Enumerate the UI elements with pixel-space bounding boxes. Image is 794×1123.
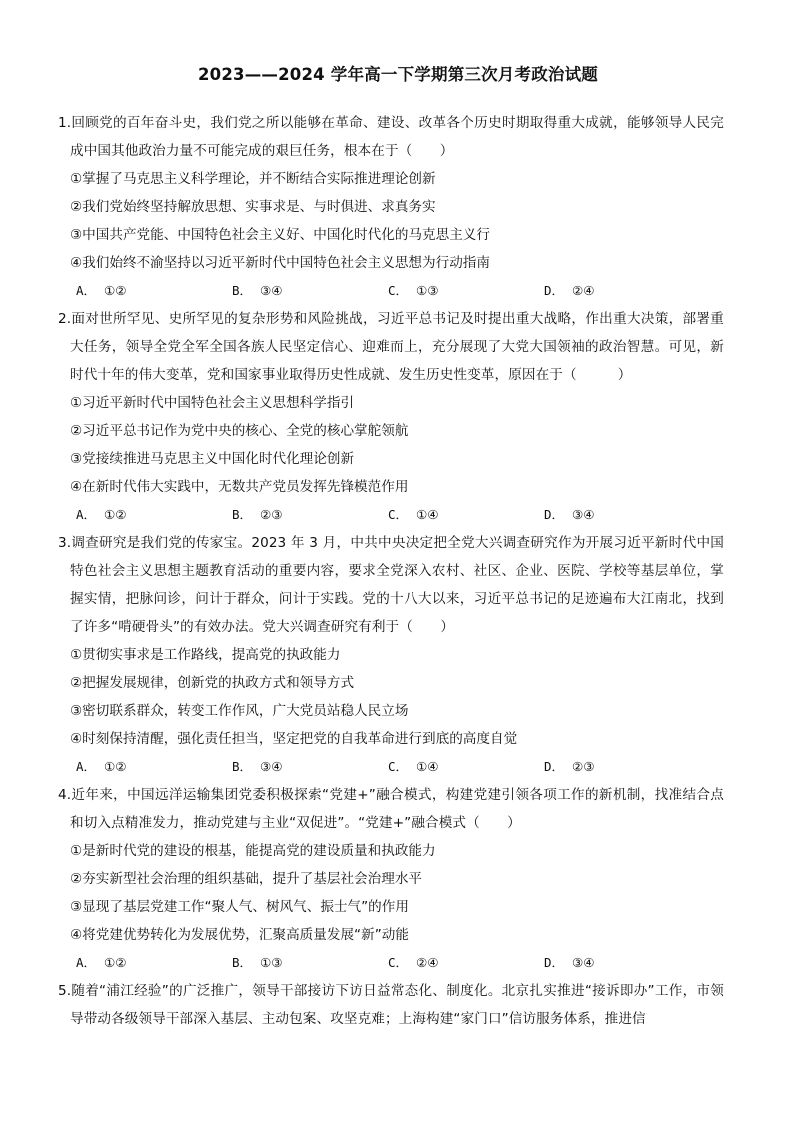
question-statement: ④在新时代伟大实践中，无数共产党员发挥先锋模范作用 (70, 479, 409, 495)
question-statement: ③密切联系群众，转变工作作风，广大党员站稳人民立场 (70, 703, 409, 719)
answer-choice[interactable] (76, 277, 232, 305)
question-3 (58, 529, 724, 781)
choice-letter: C． (388, 955, 409, 970)
question-stem (58, 529, 724, 641)
question-number: 1. (58, 115, 72, 131)
choice-text: ③④ (260, 283, 283, 298)
choice-text: ①④ (416, 759, 439, 774)
question-1 (58, 109, 724, 305)
choice-text: ②④ (572, 283, 595, 298)
question-statement: ②把握发展规律，创新党的执政方式和领导方式 (70, 675, 355, 691)
answer-choice[interactable] (544, 277, 700, 305)
question-statement: ④我们始终不渝坚持以习近平新时代中国特色社会主义思想为行动指南 (70, 255, 490, 271)
answer-choices (58, 949, 724, 977)
question-statement: ④将党建优势转化为发展优势，汇聚高质量发展“新”动能 (70, 927, 409, 943)
choice-text: ①② (104, 759, 127, 774)
choice-text: ①② (104, 283, 127, 298)
answer-choice[interactable] (388, 949, 544, 977)
question-stem (58, 977, 724, 1033)
answer-choice[interactable] (388, 753, 544, 781)
choice-text: ①② (104, 955, 127, 970)
question-stem (58, 109, 724, 165)
answer-choice[interactable] (232, 501, 388, 529)
question-statement: ①习近平新时代中国特色社会主义思想科学指引 (70, 395, 355, 411)
choice-text: ③④ (572, 955, 595, 970)
question-statement: ③党接续推进马克思主义中国化时代化理论创新 (70, 451, 355, 467)
answer-choice[interactable] (76, 501, 232, 529)
choice-letter: B． (232, 955, 253, 970)
question-statement: ①是新时代党的建设的根基，能提高党的建设质量和执政能力 (70, 843, 436, 859)
question-stem-text: 近年来，中国远洋运输集团党委积极探索“党建+”融合模式，构建党建引领各项工作的新机制，找准结合点和切入点精准发力，推动党建与主业“双促进”。“党建+”融合模式（ ） (70, 787, 724, 831)
answer-choice[interactable] (232, 949, 388, 977)
answer-choice[interactable] (544, 753, 700, 781)
question-stem (58, 781, 724, 837)
question-number: 5. (58, 983, 72, 999)
question-stem-text: 随着“浦江经验”的广泛推广，领导干部接访下访日益常态化、制度化。北京扎实推进“接诉即办”工作，市领导带动各级领导干部深入基层、主动包案、攻坚克难；上海构建“家门口”信访服务体系，推进信 (70, 983, 724, 1027)
choice-text: ①④ (416, 507, 439, 522)
answer-choices (58, 501, 724, 529)
choice-letter: A． (76, 955, 97, 970)
answer-choice[interactable] (544, 501, 700, 529)
choice-letter: D． (544, 955, 565, 970)
choice-letter: C． (388, 507, 409, 522)
choice-text: ③④ (260, 759, 283, 774)
question-2 (58, 305, 724, 529)
answer-choices (58, 753, 724, 781)
choice-text: ③④ (572, 507, 595, 522)
choice-letter: A． (76, 507, 97, 522)
choice-letter: D． (544, 283, 565, 298)
question-number: 4. (58, 787, 72, 803)
answer-choice[interactable] (76, 753, 232, 781)
answer-choice[interactable] (388, 501, 544, 529)
question-statement: ③显现了基层党建工作“聚人气、树风气、振士气”的作用 (70, 899, 409, 915)
question-5 (58, 977, 724, 1033)
question-statement: ①贯彻实事求是工作路线，提高党的执政能力 (70, 647, 341, 663)
choice-text: ①③ (260, 955, 283, 970)
question-stem-text: 调查研究是我们党的传家宝。2023 年 3 月，中共中央决定把全党大兴调查研究作为开展习近平新时代中国特色社会主义思想主题教育活动的重要内容，要求全党深入农村、社区、企业、医院、学校等基层单位，掌握实情，把脉问诊，问计于群众，问计于实践。党的十八大以来，习近平总书记的足迹遍布大江南北，找到了许多“啃硬骨头”的有效办法。党大兴调查研究有利于（ ） (70, 535, 724, 635)
question-statement: ②我们党始终坚持解放思想、实事求是、与时俱进、求真务实 (70, 199, 436, 215)
question-number: 2. (58, 311, 72, 327)
question-stem (58, 305, 724, 389)
question-stem-text: 回顾党的百年奋斗史，我们党之所以能够在革命、建设、改革各个历史时期取得重大成就，能够领导人民完成中国其他政治力量不可能完成的艰巨任务，根本在于（ ） (70, 115, 724, 159)
question-number: 3. (58, 535, 72, 551)
question-4 (58, 781, 724, 977)
answer-choice[interactable] (76, 949, 232, 977)
choice-letter: D． (544, 759, 565, 774)
question-list (58, 109, 724, 1033)
choice-letter: A． (76, 759, 97, 774)
choice-letter: D． (544, 507, 565, 522)
choice-letter: B． (232, 283, 253, 298)
question-statement: ④时刻保持清醒，强化责任担当，坚定把党的自我革命进行到底的高度自觉 (70, 731, 518, 747)
choice-letter: A． (76, 283, 97, 298)
choice-text: ①② (104, 507, 127, 522)
exam-title: 2023——2024 学年高一下学期第三次月考政治试题 (198, 65, 598, 84)
answer-choices (58, 277, 724, 305)
question-statement: ①掌握了马克思主义科学理论，并不断结合实际推进理论创新 (70, 171, 436, 187)
choice-letter: C． (388, 283, 409, 298)
choice-text: ②③ (260, 507, 283, 522)
choice-letter: C． (388, 759, 409, 774)
question-statement: ③中国共产党能、中国特色社会主义好、中国化时代化的马克思主义行 (70, 227, 490, 243)
choice-text: ②④ (416, 955, 439, 970)
choice-letter: B． (232, 507, 253, 522)
question-statement: ②夯实新型社会治理的组织基础，提升了基层社会治理水平 (70, 871, 423, 887)
answer-choice[interactable] (232, 277, 388, 305)
question-statement: ②习近平总书记作为党中央的核心、全党的核心掌舵领航 (70, 423, 409, 439)
choice-letter: B． (232, 759, 253, 774)
choice-text: ①③ (416, 283, 439, 298)
choice-text: ②③ (572, 759, 595, 774)
answer-choice[interactable] (544, 949, 700, 977)
answer-choice[interactable] (232, 753, 388, 781)
question-stem-text: 面对世所罕见、史所罕见的复杂形势和风险挑战，习近平总书记及时提出重大战略，作出重大决策，部署重大任务，领导全党全军全国各族人民坚定信心、迎难而上，充分展现了大党大国领袖的政治智慧。可见，新时代十年的伟大变革，党和国家事业取得历史性成就、发生历史性变革，原因在于（ ） (70, 311, 724, 383)
answer-choice[interactable] (388, 277, 544, 305)
